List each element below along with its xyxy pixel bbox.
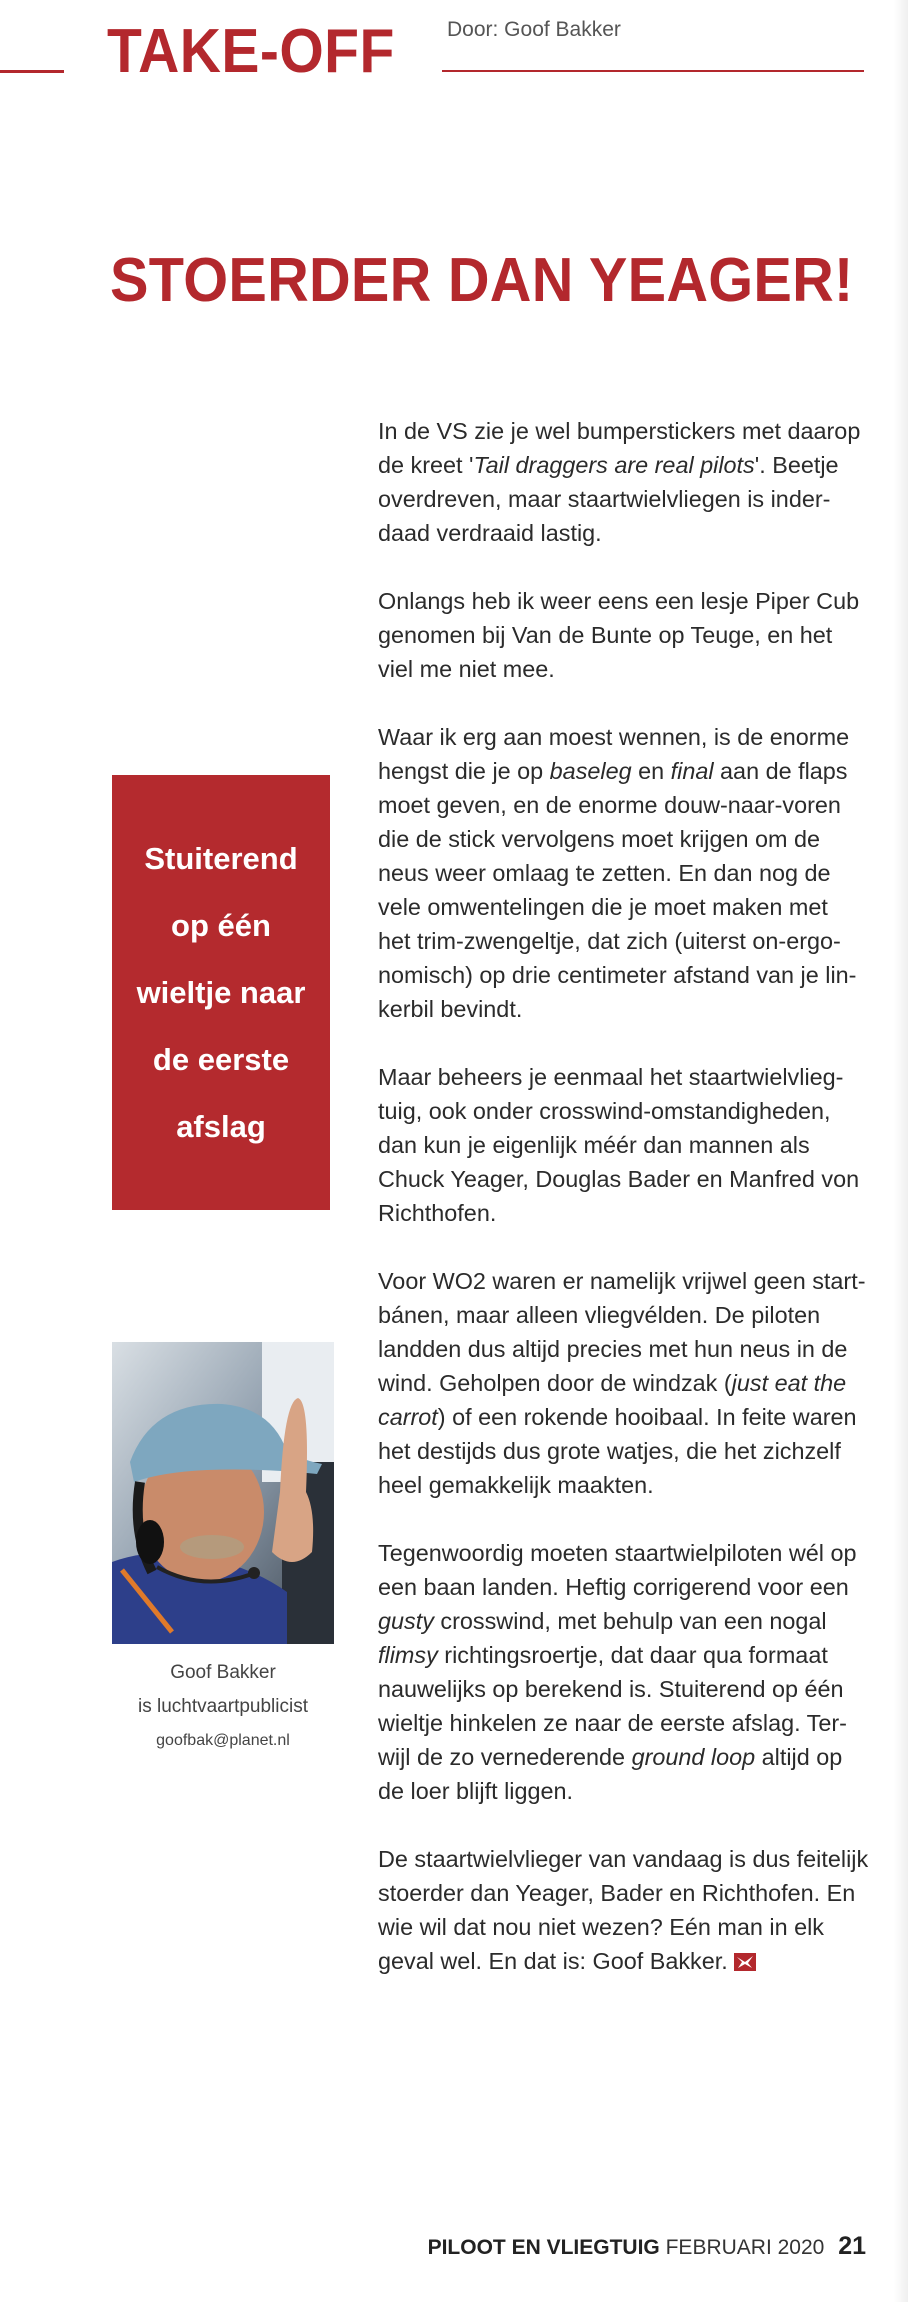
text-line (378, 1944, 868, 1978)
header-rule-right (442, 70, 864, 72)
text-line (378, 1706, 868, 1740)
article-paragraph (378, 720, 868, 1026)
text-run: hengst die je op (378, 758, 550, 784)
text-line (378, 856, 868, 890)
italic-term: Tail draggers are real pilots (473, 452, 755, 478)
pull-quote-text (137, 825, 306, 1160)
text-run: landden dus altijd precies met hun neus in de (378, 1336, 848, 1362)
text-line (378, 890, 868, 924)
article-body (378, 414, 868, 2012)
page-edge-shadow (894, 0, 908, 2302)
pull-quote-line: op één (171, 908, 271, 943)
text-line (378, 1366, 868, 1400)
italic-term: flimsy (378, 1642, 438, 1668)
text-run: tuig, ook onder crosswind-omstandigheden, (378, 1098, 831, 1124)
text-line (378, 1332, 868, 1366)
text-run: neus weer omlaag te zetten. En dan nog de (378, 860, 831, 886)
text-line (378, 1876, 868, 1910)
text-run: wijl de zo vernederende (378, 1744, 632, 1770)
italic-term: baseleg (549, 758, 632, 784)
text-line (378, 924, 868, 958)
text-run: het trim-zwengeltje, dat zich (uiterst on-ergo- (378, 928, 841, 954)
text-run: Voor WO2 waren er namelijk vrijwel geen start- (378, 1268, 866, 1294)
italic-term: gusty (378, 1608, 434, 1634)
article-paragraph (378, 1842, 868, 1978)
author-role: is luchtvaartpublicist (137, 1696, 309, 1717)
pull-quote-line: de eerste (152, 1042, 290, 1077)
text-run: viel me niet mee. (378, 656, 555, 682)
article-paragraph (378, 584, 868, 686)
text-line (378, 720, 868, 754)
text-run: moet geven, en de enorme douw-naar-voren (378, 792, 841, 818)
article-paragraph (378, 1264, 868, 1502)
text-run: het destijds dus grote watjes, die het zichzelf (378, 1438, 841, 1464)
text-line (378, 1570, 868, 1604)
text-run: de loer blijft liggen. (378, 1778, 574, 1804)
text-line (378, 584, 868, 618)
magazine-name: PILOOT EN VLIEGTUIG (427, 2236, 660, 2259)
text-line (378, 652, 868, 686)
text-run: een baan landen. Heftig corrigerend voor een (378, 1574, 849, 1600)
text-line (378, 1434, 868, 1468)
text-line (378, 1536, 868, 1570)
text-line (378, 1162, 868, 1196)
author-photo (112, 1342, 334, 1644)
text-line (378, 1842, 868, 1876)
text-line (378, 1264, 868, 1298)
text-line (378, 1298, 868, 1332)
text-run: crosswind, met behulp van een nogal (433, 1608, 827, 1634)
pull-quote-line: wieltje naar (136, 975, 306, 1010)
text-line (378, 754, 868, 788)
text-line (378, 414, 868, 448)
text-line (378, 1468, 868, 1502)
italic-term: carrot (378, 1404, 438, 1430)
text-run: bánen, maar alleen vliegvélden. De piloten (378, 1302, 821, 1328)
text-run: geval wel. En dat is: Goof Bakker. (378, 1948, 728, 1974)
text-run: Waar ik erg aan moest wennen, is de enorme (378, 724, 850, 750)
text-line (378, 1740, 868, 1774)
article-paragraph (378, 1060, 868, 1230)
italic-term: ground loop (631, 1744, 756, 1770)
pull-quote-box (112, 775, 330, 1210)
text-run: aan de flaps (713, 758, 848, 784)
text-run: wie wil dat nou niet wezen? Eén man in elk (378, 1914, 824, 1940)
text-run: heel gemakkelijk maakten. (378, 1472, 654, 1498)
text-run: die de stick vervolgens moet krijgen om de (378, 826, 821, 852)
text-line (378, 1604, 868, 1638)
section-title: TAKE-OFF (107, 17, 395, 86)
text-run: dan kun je eigenlijk méér dan mannen als (378, 1132, 810, 1158)
text-run: de kreet ' (378, 452, 474, 478)
text-run: nomisch) op drie centimeter afstand van je lin- (378, 962, 857, 988)
pull-quote-line: afslag (176, 1109, 266, 1144)
text-line (378, 1196, 868, 1230)
italic-term: final (670, 758, 714, 784)
text-run: '. Beetje (754, 452, 839, 478)
italic-term: just eat the (731, 1370, 847, 1396)
text-run: Richthofen. (378, 1200, 497, 1226)
pull-quote-line: Stuiterend (144, 841, 298, 876)
text-line (378, 1094, 868, 1128)
text-line (378, 1910, 868, 1944)
text-run: altijd op (755, 1744, 843, 1770)
author-caption (112, 1656, 334, 1758)
text-line (378, 958, 868, 992)
text-line (378, 1672, 868, 1706)
text-run: Tegenwoordig moeten staartwielpiloten wél op (378, 1540, 857, 1566)
page-number: 21 (838, 2232, 866, 2260)
text-run: Chuck Yeager, Douglas Bader en Manfred von (378, 1166, 860, 1192)
page-footer (428, 2232, 866, 2261)
text-line (378, 1774, 868, 1808)
text-line (378, 1128, 868, 1162)
text-line (378, 1638, 868, 1672)
article-paragraph (378, 414, 868, 550)
header-rule-left (0, 70, 64, 73)
text-run: en (631, 758, 671, 784)
text-run: wind. Geholpen door de windzak ( (378, 1370, 732, 1396)
text-run: Onlangs heb ik weer eens een lesje Piper Cub (378, 588, 860, 614)
author-portrait-icon (112, 1342, 334, 1644)
text-run: nauwelijks op berekend is. Stuiterend op één (378, 1676, 844, 1702)
text-run: overdreven, maar staartwielvliegen is inder- (378, 486, 831, 512)
author-email: goofbak@planet.nl (156, 1732, 290, 1749)
plane-end-mark-icon (734, 1953, 756, 1971)
text-line (378, 618, 868, 652)
text-line (378, 482, 868, 516)
article-paragraph (378, 1536, 868, 1808)
text-run: In de VS zie je wel bumperstickers met daarop (378, 418, 861, 444)
text-run: kerbil bevindt. (378, 996, 523, 1022)
text-line (378, 1060, 868, 1094)
text-run: richtingsroertje, dat daar qua formaat (437, 1642, 828, 1668)
text-line (378, 992, 868, 1026)
issue-date: FEBRUARI 2020 (665, 2236, 825, 2259)
text-run: stoerder dan Yeager, Bader en Richthofen. En (378, 1880, 856, 1906)
article-headline: STOERDER DAN YEAGER! (110, 246, 854, 315)
text-run: De staartwielvlieger van vandaag is dus feitelijk (378, 1846, 869, 1872)
text-line (378, 516, 868, 550)
text-run: Maar beheers je eenmaal het staartwielvlieg- (378, 1064, 844, 1090)
text-run: genomen bij Van de Bunte op Teuge, en het (378, 622, 833, 648)
text-line (378, 788, 868, 822)
text-line (378, 1400, 868, 1434)
author-name: Goof Bakker (170, 1662, 276, 1683)
text-run: ) of een rokende hooibaal. In feite waren (437, 1404, 857, 1430)
text-line (378, 822, 868, 856)
text-run: wieltje hinkelen ze naar de eerste afslag. Ter- (378, 1710, 847, 1736)
text-run: daad verdraaid lastig. (378, 520, 602, 546)
byline: Door: Goof Bakker (447, 18, 621, 41)
text-run: vele omwentelingen die je moet maken met (378, 894, 828, 920)
text-line (378, 448, 868, 482)
